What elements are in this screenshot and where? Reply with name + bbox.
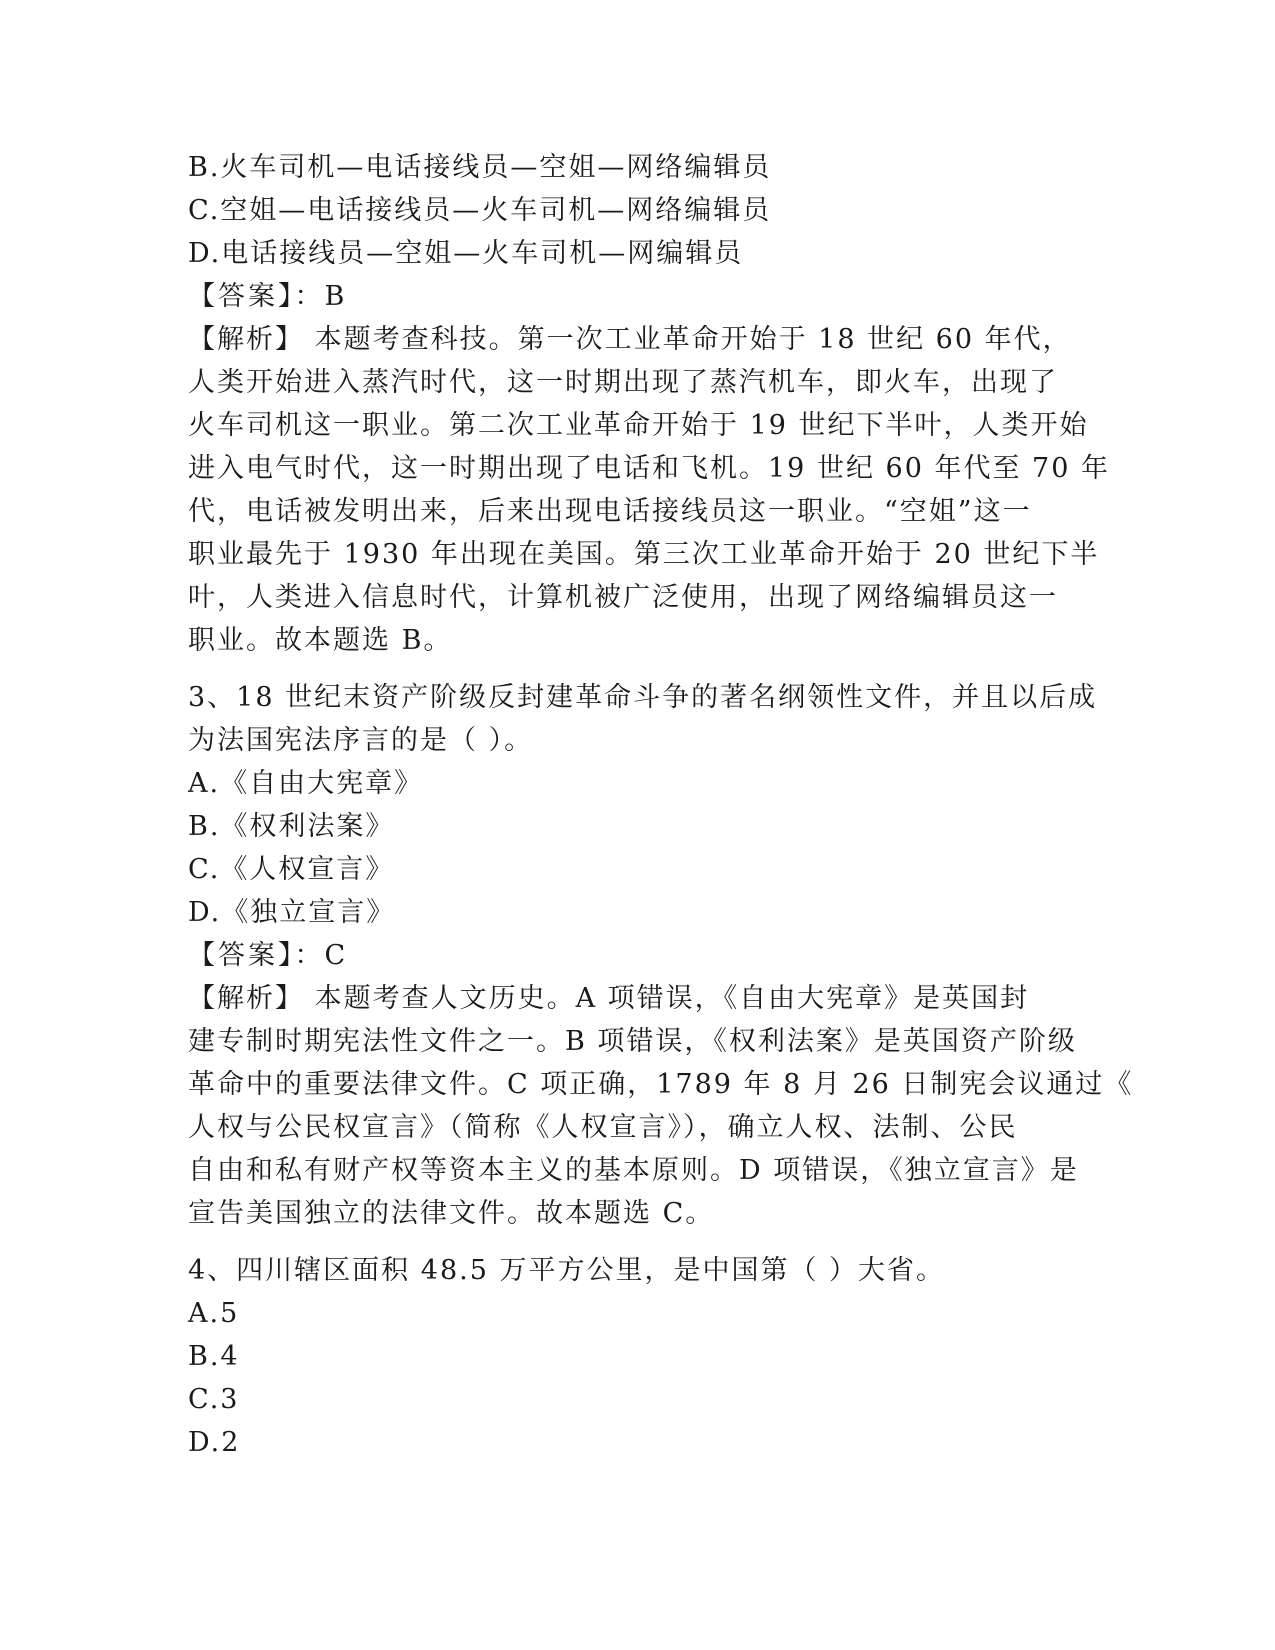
option-d: D.电话接线员—空姐—火车司机—网编辑员: [188, 238, 744, 269]
option-d: D.《独立宣言》: [188, 897, 396, 928]
option-a: A.《自由大宪章》: [188, 768, 424, 799]
analysis-line: 人类开始进入蒸汽时代，这一时期出现了蒸汽机车，即火车，出现了: [188, 367, 1058, 398]
question-2-block: [188, 146, 1110, 662]
option-b: B.4: [188, 1341, 240, 1372]
option-b: B.《权利法案》: [188, 811, 395, 842]
option-c: C.空姐—电话接线员—火车司机—网络编辑员: [188, 195, 772, 226]
analysis-line: 自由和私有财产权等资本主义的基本原则。D 项错误，《独立宣言》是: [188, 1155, 1079, 1186]
option-b: B.火车司机—电话接线员—空姐—网络编辑员: [188, 152, 772, 183]
document-page: [188, 146, 1134, 1464]
analysis-line: 火车司机这一职业。第二次工业革命开始于 19 世纪下半叶，人类开始: [188, 410, 1089, 441]
question-stem: 3、18 世纪末资产阶级反封建革命斗争的著名纲领性文件，并且以后成: [188, 682, 1098, 713]
analysis-line: 进入电气时代，这一时期出现了电话和飞机。19 世纪 60 年代至 70 年: [188, 453, 1110, 484]
analysis-line: 【解析】 本题考查科技。第一次工业革命开始于 18 世纪 60 年代，: [188, 324, 1072, 355]
question-stem: 4、四川辖区面积 48.5 万平方公里，是中国第（ ）大省。: [188, 1255, 946, 1286]
analysis-line: 叶，人类进入信息时代，计算机被广泛使用，出现了网络编辑员这一: [188, 582, 1058, 613]
question-3-block: [188, 676, 1134, 1235]
analysis-line: 代，电话被发明出来，后来出现电话接线员这一职业。“空姐”这一: [188, 496, 1032, 527]
question-4-block: [188, 1249, 1088, 1464]
analysis-line: 职业最先于 1930 年出现在美国。第三次工业革命开始于 20 世纪下半: [188, 539, 1100, 570]
answer-line: 【答案】：B: [188, 281, 348, 312]
option-c: C.3: [188, 1384, 240, 1415]
analysis-line: 【解析】 本题考查人文历史。A 项错误，《自由大宪章》是英国封: [188, 983, 1030, 1014]
option-d: D.2: [188, 1427, 241, 1458]
option-a: A.5: [188, 1298, 240, 1329]
option-c: C.《人权宣言》: [188, 854, 395, 885]
question-stem: 为法国宪法序言的是（ ）。: [188, 725, 534, 756]
analysis-line: 革命中的重要法律文件。C 项正确，1789 年 8 月 26 日制宪会议通过《: [188, 1069, 1134, 1100]
analysis-line: 人权与公民权宣言》（简称《人权宣言》），确立人权、法制、公民: [188, 1112, 1018, 1143]
answer-line: 【答案】：C: [188, 940, 349, 971]
analysis-line: 宣告美国独立的法律文件。故本题选 C。: [188, 1198, 715, 1229]
analysis-line: 职业。故本题选 B。: [188, 625, 453, 656]
analysis-line: 建专制时期宪法性文件之一。B 项错误，《权利法案》是英国资产阶级: [188, 1026, 1077, 1057]
